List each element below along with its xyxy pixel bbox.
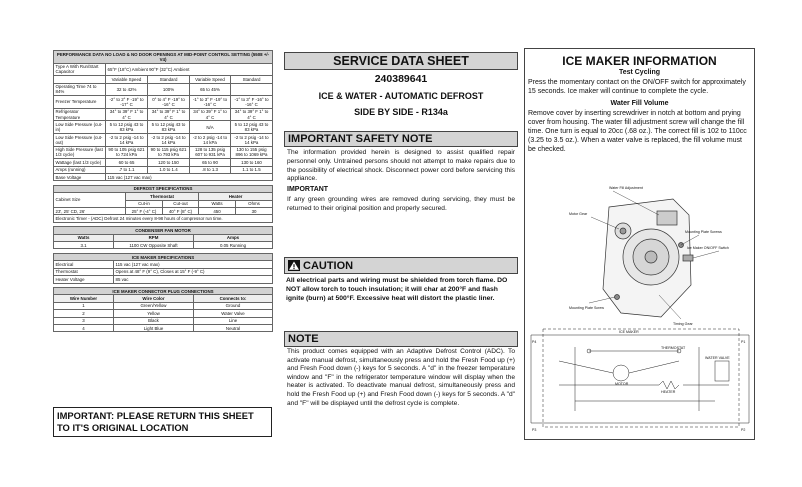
performance-cell: -2 to 2 psig -14 to 14 kPa [106,133,148,146]
water-fill-text: Remove cover by inserting screwdriver in notch at bottom and prying cover from housing. The water fill adjustment screw will change the fill time. One turn is equal to 20cc (.68 oz.). The correct fill is 102 to 110cc (3.25 to 3.5 oz.). When a water valve is replaced, the fill volume must be checked. [528,110,747,153]
defrost-sub-cutout: Cut-out [163,200,199,207]
test-cycling-title: Test Cycling [618,69,661,76]
performance-cell: 0° to 4° F -19° to -16° C [148,96,190,109]
performance-cell: .8 to 1.3 [190,166,231,173]
plug-table [53,287,273,332]
ice-spec-label: Thermostat [54,268,114,275]
performance-row-label: High Side Pressure (last 1/3 cycle) [54,146,106,159]
performance-cell: -1° to 3° F -16° to -16° C [231,96,273,109]
label-motor-gear: Motor Gear [569,212,588,216]
wiring-label-p1: P1 [741,340,746,344]
defrost-sub-watts: Watts [199,200,236,207]
fan-amps-value: 0.05 Running [194,242,273,249]
performance-row [54,166,273,173]
defrost-timer-note: Electronic Timer - (ADC) Defrost 24 minutes every 8-98 hours of compressor run time. [54,215,273,222]
performance-cell [231,83,273,96]
performance-cell: Variable Speed [106,76,148,83]
plug-connects-to: Water Valve [194,310,273,317]
performance-cell: 5 to 12 psig 43 to 83 kPa [231,121,273,134]
ice-spec-title: ICE MAKER SPECIFICATIONS [54,253,273,260]
performance-cell: -2° to 2° F -19° to -17° C [106,96,148,109]
fan-title: CONDENSER FAN MOTOR [54,227,273,234]
performance-cell: 32 to 42% [106,83,148,96]
service-sheet-header [284,52,518,124]
performance-row-label: Type A With Run/Start Capacitor [54,63,106,76]
fan-header-rpm: RPM [114,234,194,241]
performance-row [54,146,273,159]
plug-wire-color: Yellow [114,310,194,317]
performance-cell: 128 to 135 psig 607 to 931 kPa [190,146,231,159]
defrost-watts-value: 450 [199,207,236,214]
defrost-sub-cutin: Cut-in [126,200,163,207]
performance-cell: 100% [148,83,190,96]
performance-row-label: Wattage (last 1/3 cycle) [54,159,106,166]
ice-maker-panel [524,48,755,440]
performance-row [54,63,273,76]
performance-cell: N/A [190,121,231,134]
performance-cell: Standard [148,76,190,83]
performance-cell: 130 to 155 psig 896 to 1069 kPa [231,146,273,159]
performance-cell: 130 to 160 [231,159,273,166]
plug-title: ICE MAKER CONNECTOR PLUG CONNECTIONS [54,288,273,295]
plug-wire-color: Black [114,317,194,324]
performance-row-label: Low Side Pressure (cut-out) [54,133,106,146]
performance-row [54,96,273,109]
performance-cell: 34° to 39° F 1° to 4° C [231,108,273,121]
performance-cell: -2 to 2 psig -14 to 14 kPa [148,133,190,146]
wiring-label-heater: HEATER [661,390,676,394]
wiring-label-ice-maker: ICE MAKER [619,330,639,334]
label-timing-gear: Timing Gear [673,322,693,326]
performance-row-label: Refrigerator Temperature [54,108,106,121]
return-notice: IMPORTANT: PLEASE RETURN THIS SHEET TO IT'S ORIGINAL LOCATION [57,410,254,433]
performance-row [54,133,273,146]
ice-maker-title: ICE MAKER INFORMATION [562,54,717,68]
performance-cell: Standard [231,76,273,83]
wiring-lines [531,329,749,427]
plug-wire-number: 4 [54,324,114,331]
performance-cell: Variable Speed [190,76,231,83]
ice-spec-value: Opens at 48° F (9° C), Closes at 15° F (-9° C) [114,268,273,275]
plug-connects-to: Ground [194,302,273,309]
wiring-label-thermostat: THERMOSTAT [661,346,686,350]
note-text: This product comes equipped with an Adaptive Defrost Control (ADC). To activate manual defrost, simultaneously press and hold the Fresh Food up (+) and Fresh Food down (-) keys for 5 seconds. A "d" in the freezer temperature window and "F" in the refrigerator temperature window will display when the heater is activated. To deactivate manual defrost, simultaneously press and hold the Fresh Food up (+) and Fresh Food down (-) keys for 5 seconds. A "d" and "F" will be displayed until the defrost cycle is complete. [287,348,515,407]
fan-watts-value: 3.1 [54,242,114,249]
defrost-header-thermostat: Thermostat [126,193,199,200]
performance-cell: -2 to 2 psig -14 to 14 kPa [231,133,273,146]
plug-connects-to: Line [194,317,273,324]
defrost-cabinet-sizes: 23', 25' CD, 26' [54,207,126,214]
defrost-cutin-value: 25° F (-4° C) [126,207,163,214]
performance-cell: 90 to 115 psig 621 to 793 kPa [148,146,190,159]
performance-cell: 5 to 12 psig 43 to 83 kPa [106,121,148,134]
performance-cell: 120 to 150 [148,159,190,166]
performance-cell: -2 to 2 psig -14 to 14 kPa [190,133,231,146]
part-number: 240389641 [374,73,428,85]
plug-header-wire-number: Wire Number [54,295,114,302]
wiring-label-p4: P4 [532,340,537,344]
performance-cell: 1.0 to 1.4 [148,166,190,173]
performance-row [54,121,273,134]
performance-table [53,50,273,185]
plug-wire-color: Light Blue [114,324,194,331]
wiring-label-water-valve: WATER VALVE [705,356,730,360]
wiring-diagram [529,321,752,437]
performance-cell: 34° to 39° F 1° to 4° C [190,108,231,121]
performance-title: PERFORMANCE DATA NO LOAD & NO DOOR OPENINGS AT MID-POINT CONTROL SETTING (5508 +/- V4) [54,51,273,64]
defrost-header-heater: Heater [199,193,273,200]
note-title: NOTE [284,331,518,347]
plug-wire-number: 2 [54,310,114,317]
performance-row [54,173,273,180]
note-box [284,331,518,433]
return-notice-box [53,407,272,437]
spec-panel [48,47,277,440]
ice-spec-value: 115 vac (127 vac max) [114,261,273,268]
test-cycling-text: Press the momentary contact on the ON/OFF switch for approximately 15 seconds. Ice maker will continue to complete the cycle. [528,79,746,95]
defrost-cabinet-label: Cabinet Size [54,193,126,208]
label-mounting-plate-screw: Mounting Plate Screw [569,306,604,310]
performance-row [54,83,273,96]
warning-icon [288,260,300,271]
plug-header-connects: Connects to: [194,295,273,302]
defrost-title: DEFROST SPECIFICATIONS [54,185,273,192]
performance-cell: 1.1 to 1.5 [231,166,273,173]
model-line-2: SIDE BY SIDE - R134a [354,107,448,117]
performance-cell: 65 to 90 [190,159,231,166]
plug-wire-number: 3 [54,317,114,324]
performance-row [54,76,273,83]
caution-text: All electrical parts and wiring must be shielded from torch flame. DO NOT allow torch to touch insulation; it will char at 200°F and flash ignite (burn) at 500°F. Excessive heat will distort the plastic liner. [286,277,508,302]
caution-header [284,257,518,274]
performance-row-label: Low Side Pressure (cut-in) [54,121,106,134]
performance-cell: -1° to 3° F -19° to -16° C [190,96,231,109]
fan-header-amps: Amps [194,234,273,241]
ice-maker-diagram [569,185,729,335]
plug-wire-color: Green/Yellow [114,302,194,309]
defrost-sub-ohms: Ohms [236,200,273,207]
performance-row [54,108,273,121]
safety-text: The information provided herein is designed to assist qualified repair personnel only. Untrained persons should not attempt to make repairs due to the possibility of electrical shock. Disconnect power cord before servicing this appliance. [287,149,515,183]
label-mounting-plate-screws: Mounting Plate Screws [685,230,722,234]
model-line-1: ICE & WATER - AUTOMATIC DEFROST [318,91,484,101]
plug-header-wire-color: Wire Color [114,295,194,302]
caution-title: CAUTION [303,259,354,272]
ice-spec-table [53,253,273,287]
performance-table-body [54,51,273,185]
performance-cell: 5 to 12 psig 43 to 83 kPa [148,121,190,134]
fan-rpm-value: 1100 CW Opposite Shaft [114,242,194,249]
important-text: If any green grounding wires are removed during servicing, they must be returned to their original position and properly secured. [287,196,515,212]
defrost-table [53,185,273,226]
spec-table-wrapper [53,50,272,332]
label-onoff-switch: Ice Maker ON/OFF Switch [687,246,729,250]
ice-spec-value: 85 vac [114,276,273,283]
performance-cell: 34° to 39° F 1° to 4° C [106,108,148,121]
performance-cell: .7 to 1.1 [106,166,148,173]
caution-box [284,257,518,317]
performance-cell: 34° to 39° F 1° to 4° C [148,108,190,121]
performance-cell: 60 to 65 [106,159,148,166]
performance-row-label: Operating Time 74 to 84% [54,83,106,96]
label-water-fill: Water Fill Adjustment [609,186,643,190]
ice-maker-housing [603,199,693,317]
performance-row-label: Base Voltage [54,173,106,180]
important-title: IMPORTANT [287,186,329,194]
safety-note-box [284,131,518,237]
ice-spec-label: Electrical [54,261,114,268]
fan-table [53,226,273,253]
fan-header-watts: Watts [54,234,114,241]
plug-connects-to: Neutral [194,324,273,331]
performance-row-label: Amps (running) [54,166,106,173]
service-sheet-title: SERVICE DATA SHEET [284,52,518,70]
wiring-label-p2: P2 [741,428,746,432]
performance-row [54,159,273,166]
defrost-cutout-value: 40° F (8° C) [163,207,199,214]
performance-cell: 90 to 105 psig 621 to 724 kPa [106,146,148,159]
performance-cell: 65 to 45% [190,83,231,96]
ice-spec-label: Heater Voltage [54,276,114,283]
wiring-label-p3: P3 [532,428,537,432]
performance-row-label [54,76,106,83]
performance-cell: 115 vac (127 vac max) [106,173,273,180]
performance-cell: 65°F (18°C) Ambient 90°F (32°C) Ambient [106,63,273,76]
performance-row-label: Freezer Temperature [54,96,106,109]
plug-wire-number: 1 [54,302,114,309]
safety-title: IMPORTANT SAFETY NOTE [284,131,518,147]
defrost-ohms-value: 30 [236,207,273,214]
water-fill-title: Water Fill Volume [610,100,669,107]
wiring-label-motor: MOTOR [615,382,629,386]
